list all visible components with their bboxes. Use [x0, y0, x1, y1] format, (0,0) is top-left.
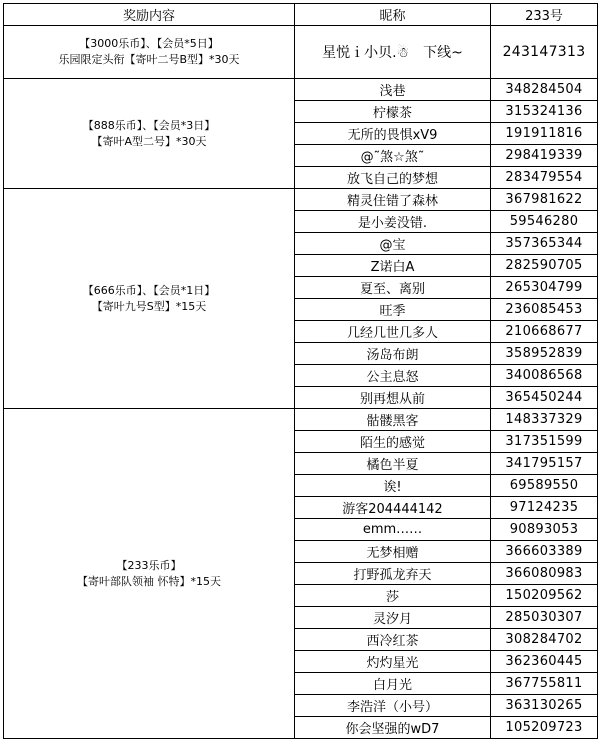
id-cell: 210668677 — [491, 321, 598, 343]
nickname-cell: 别再想从前 — [295, 387, 491, 409]
nickname-cell: 灵汐月 — [295, 607, 491, 629]
nickname-cell: @˜煞☆煞˜ — [295, 145, 491, 167]
nickname-cell: 汤岛布朗 — [295, 343, 491, 365]
id-cell: 366603389 — [491, 541, 598, 563]
id-cell: 340086568 — [491, 365, 598, 387]
reward-winners-table — [3, 3, 598, 739]
nickname-cell: 无所的畏惧xV9 — [295, 123, 491, 145]
id-cell: 362360445 — [491, 651, 598, 673]
reward-line: 乐园限定头衔【寄叶二号B型】*30天 — [58, 53, 240, 66]
nickname-cell: 打野孤龙弃天 — [295, 563, 491, 585]
nickname-cell: 柠檬茶 — [295, 101, 491, 123]
id-cell: 317351599 — [491, 431, 598, 453]
id-cell: 298419339 — [491, 145, 598, 167]
reward-line: 【666乐币】、【会员*1日】 — [82, 283, 216, 297]
id-cell: 285030307 — [491, 607, 598, 629]
nickname-cell: 无梦相赠 — [295, 541, 491, 563]
nickname-cell: 橘色半夏 — [295, 453, 491, 475]
id-cell: 90893053 — [491, 519, 598, 541]
reward-line: 【233乐币】 — [116, 558, 182, 572]
nickname-cell: 西冷红茶 — [295, 629, 491, 651]
nickname-cell: @宝 — [295, 233, 491, 255]
nickname-cell: Z诺白A — [295, 255, 491, 277]
id-cell: 283479554 — [491, 167, 598, 189]
table-body — [4, 26, 598, 739]
reward-cell — [4, 79, 295, 189]
nickname-cell: 诶! — [295, 475, 491, 497]
id-cell: 191911816 — [491, 123, 598, 145]
nickname-cell: 夏至、离别 — [295, 277, 491, 299]
reward-cell — [4, 409, 295, 739]
reward-line: 【寄叶部队领袖 怀特】*15天 — [77, 574, 221, 588]
id-cell: 236085453 — [491, 299, 598, 321]
reward-line: 【888乐币】、【会员*3日】 — [82, 118, 216, 132]
header-nickname: 昵称 — [295, 4, 491, 26]
id-cell: 366080983 — [491, 563, 598, 585]
nickname-cell: 游客204444142 — [295, 497, 491, 519]
nickname-cell: 精灵住错了森林 — [295, 189, 491, 211]
nickname-cell: 星悦ｉ小贝.☃ 下线~ — [295, 26, 491, 79]
id-cell: 357365344 — [491, 233, 598, 255]
reward-cell — [4, 26, 295, 79]
reward-line: 【寄叶九号S型】*15天 — [91, 299, 207, 313]
id-cell: 97124235 — [491, 497, 598, 519]
id-cell: 315324136 — [491, 101, 598, 123]
nickname-cell: 放飞自己的梦想 — [295, 167, 491, 189]
reward-line: 【寄叶A型二号】*30天 — [91, 134, 207, 148]
id-cell: 282590705 — [491, 255, 598, 277]
id-cell: 59546280 — [491, 211, 598, 233]
id-cell: 150209562 — [491, 585, 598, 607]
id-cell: 341795157 — [491, 453, 598, 475]
table-row — [4, 409, 598, 431]
header-reward: 奖励内容 — [4, 4, 295, 26]
nickname-cell: 是小姜没错. — [295, 211, 491, 233]
id-cell: 365450244 — [491, 387, 598, 409]
table-row — [4, 189, 598, 211]
id-cell: 243147313 — [491, 26, 598, 79]
table-row — [4, 79, 598, 101]
nickname-cell: 莎 — [295, 585, 491, 607]
id-cell: 69589550 — [491, 475, 598, 497]
header-id: 233号 — [491, 4, 598, 26]
id-cell: 358952839 — [491, 343, 598, 365]
id-cell: 367755811 — [491, 673, 598, 695]
id-cell: 148337329 — [491, 409, 598, 431]
id-cell: 367981622 — [491, 189, 598, 211]
nickname-cell: 几经几世几多人 — [295, 321, 491, 343]
id-cell: 308284702 — [491, 629, 598, 651]
nickname-cell: emm…… — [295, 519, 491, 541]
nickname-cell: 公主息怒 — [295, 365, 491, 387]
nickname-cell: 白月光 — [295, 673, 491, 695]
reward-cell — [4, 189, 295, 409]
nickname-cell: 旺季 — [295, 299, 491, 321]
id-cell: 265304799 — [491, 277, 598, 299]
nickname-cell: 浅巷 — [295, 79, 491, 101]
header-row — [4, 4, 598, 26]
table-row — [4, 26, 598, 79]
reward-line: 【3000乐币】、【会员*5日】 — [79, 37, 219, 50]
nickname-cell: 李浩洋（小号） — [295, 695, 491, 717]
nickname-cell: 灼灼星光 — [295, 651, 491, 673]
id-cell: 348284504 — [491, 79, 598, 101]
nickname-cell: 陌生的感觉 — [295, 431, 491, 453]
nickname-cell: 骷髅黑客 — [295, 409, 491, 431]
id-cell: 105209723 — [491, 717, 598, 739]
id-cell: 363130265 — [491, 695, 598, 717]
nickname-cell: 你会坚强的wD7 — [295, 717, 491, 739]
